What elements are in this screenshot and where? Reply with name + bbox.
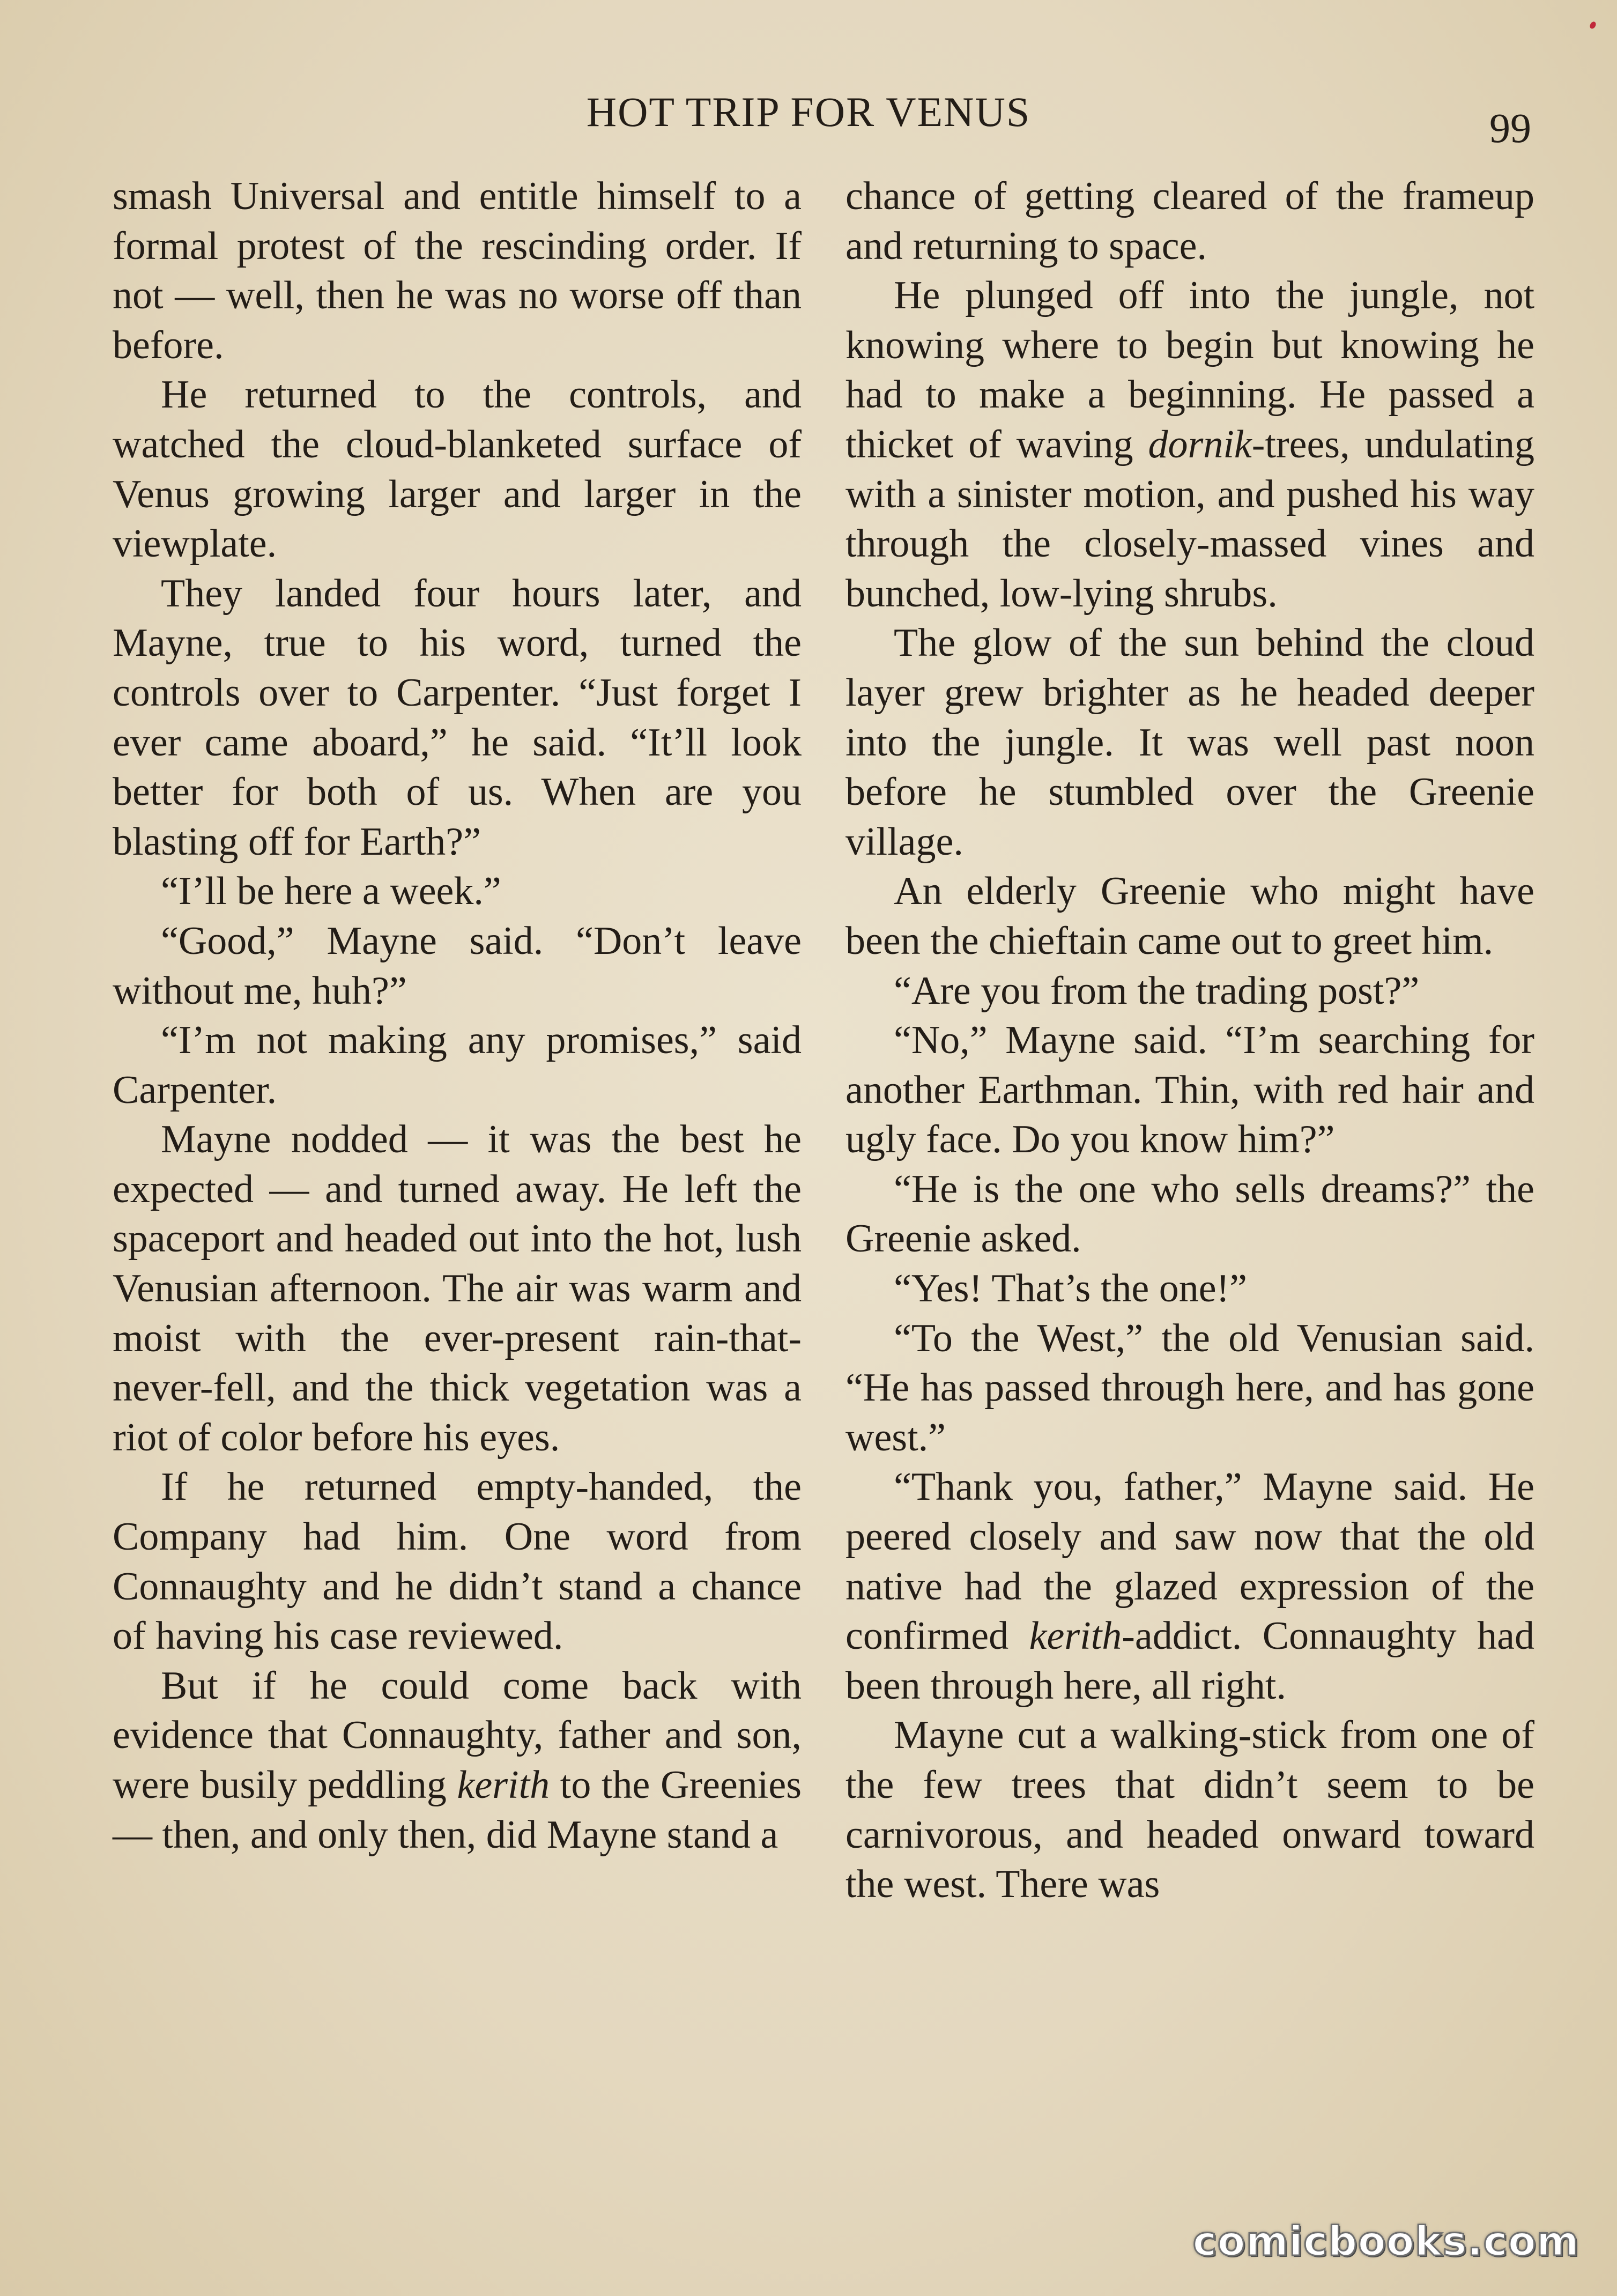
left-column [113, 172, 802, 1860]
paragraph: If he returned empty-handed, the Company had him. One word from Connaughty and he didn’t stand a chance of having his case reviewed. [113, 1465, 802, 1658]
paragraph: “I’m not making any promises,” said Carpenter. [113, 1018, 802, 1112]
running-head: HOT TRIP FOR VENUS [586, 88, 1031, 135]
paragraph: The glow of the sun behind the cloud layer grew brighter as he headed deeper into the jungle. It was well past noon before he stumbled over the Greenie village. [845, 621, 1534, 864]
right-column [845, 172, 1534, 1909]
paragraph: “No,” Mayne said. “I’m searching for another Earthman. Thin, with red hair and ugly face. Do you know him?” [845, 1018, 1534, 1162]
paragraph: He plunged off into the jungle, not knowing where to begin but knowing he had to make a beginning. He passed a thicket of waving dornik-trees, undulating with a sinister motion, and pushed his way through the closely-massed vines and bunched, low-lying shrubs. [845, 273, 1534, 616]
paragraph: “He is the one who sells dreams?” the Greenie asked. [845, 1167, 1534, 1261]
paragraph: Mayne nodded — it was the best he expected — and turned away. He left the spaceport and headed out into the hot, lush Venusian afternoon. The air was warm and moist with the ever-present rain-that-never-fell, and the thick vegetation was a riot of color before his eyes. [113, 1117, 802, 1460]
paragraph: But if he could come back with evidence that Connaughty, father and son, were busily peddling kerith to the Greenies — then, and only then, did Mayne stand a [113, 1663, 802, 1857]
paragraph: He returned to the controls, and watched the cloud-blanketed surface of Venus growing larger and larger in the viewplate. [113, 373, 802, 566]
watermark-logo: comicbooks.com [1192, 2217, 1579, 2265]
paragraph: “Yes! That’s the one!” [894, 1266, 1248, 1311]
paragraph: “To the West,” the old Venusian said. “He has passed through here, and has gone west.” [845, 1316, 1534, 1460]
paragraph: smash Universal and entitle himself to a formal protest of the rescinding order. If not — well, then he was no worse off than before. [113, 174, 802, 367]
paragraph: They landed four hours later, and Mayne, true to his word, turned the controls over to Carpenter. “Just forget I ever came aboard,” he said. “It’ll look better for both of us. When are you blasting off for Earth?” [113, 571, 802, 864]
paragraph: An elderly Greenie who might have been the chieftain came out to greet him. [845, 869, 1534, 963]
paragraph: “Are you from the trading post?” [894, 968, 1420, 1013]
paragraph: Mayne cut a walking-stick from one of the few trees that didn’t seem to be carnivorous, and headed onward toward the west. There was [845, 1713, 1534, 1907]
paragraph: “I’ll be here a week.” [161, 869, 501, 914]
paragraph: chance of getting cleared of the frameup and returning to space. [845, 174, 1534, 268]
page-number: 99 [1489, 105, 1531, 151]
paragraph: “Thank you, father,” Mayne said. He peered closely and saw now that the old native had the glazed expression of the confirmed kerith-addict. Connaughty had been through here, all right. [845, 1465, 1534, 1708]
ink-spot [1589, 20, 1597, 29]
paragraph: “Good,” Mayne said. “Don’t leave without me, huh?” [113, 919, 802, 1013]
